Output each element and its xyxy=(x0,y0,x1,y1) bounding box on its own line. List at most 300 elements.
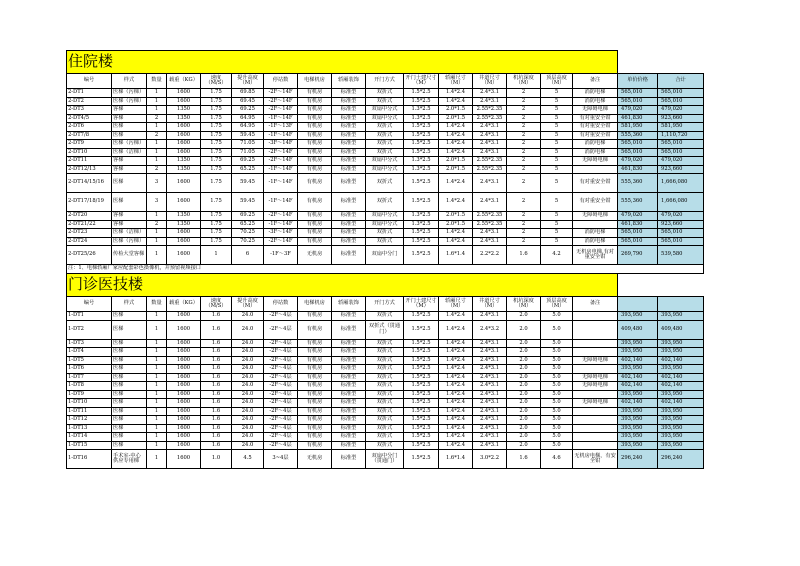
header-cell[interactable]: 电梯机房 xyxy=(298,74,332,89)
header-cell[interactable]: 样式 xyxy=(112,74,147,89)
table-cell[interactable] xyxy=(573,312,618,321)
table-cell[interactable]: 2.0 xyxy=(507,320,541,339)
table-cell[interactable]: 2.0*1.5 xyxy=(439,114,473,123)
table-cell[interactable]: -1F～14F xyxy=(264,114,298,123)
table-cell[interactable]: 1.4*2.4 xyxy=(439,174,473,193)
table-cell[interactable]: 2 xyxy=(507,123,541,132)
table-cell[interactable] xyxy=(573,220,618,229)
table-cell[interactable]: 双折式 xyxy=(366,97,404,106)
table-cell[interactable]: 402,140 xyxy=(658,356,704,365)
table-cell[interactable]: 2.4*3.1 xyxy=(473,424,507,433)
table-cell[interactable]: 1.6 xyxy=(201,390,232,399)
table-cell[interactable]: 24.0 xyxy=(232,441,264,450)
table-cell[interactable]: 1.75 xyxy=(201,140,232,149)
table-cell[interactable]: 有机房 xyxy=(298,424,332,433)
table-cell[interactable]: 2.4*3.1 xyxy=(473,97,507,106)
table-cell[interactable]: 双扇中分式 xyxy=(366,114,404,123)
table-cell[interactable]: 消防电梯 xyxy=(573,97,618,106)
table-cell[interactable]: 1.5*2.5 xyxy=(404,424,439,433)
table-cell[interactable]: -2F～4层 xyxy=(264,356,298,365)
table-cell[interactable]: 2 xyxy=(507,165,541,174)
table-cell[interactable]: 标准型 xyxy=(332,140,366,149)
table-cell[interactable]: 1.4*2.4 xyxy=(439,441,473,450)
table-cell[interactable]: 无机房 xyxy=(298,246,332,265)
table-cell[interactable]: 402,140 xyxy=(658,373,704,382)
table-cell[interactable]: 1600 xyxy=(167,365,201,374)
table-cell[interactable]: 无障碍电梯 xyxy=(573,212,618,221)
table-cell[interactable]: 1.5*2.5 xyxy=(404,416,439,425)
table-cell[interactable]: 70.25 xyxy=(232,237,264,246)
table-cell[interactable] xyxy=(573,365,618,374)
table-cell[interactable]: 565,010 xyxy=(658,89,704,98)
table-cell[interactable]: 1600 xyxy=(167,131,201,140)
table-cell[interactable]: 2 xyxy=(507,148,541,157)
table-cell[interactable]: 1 xyxy=(201,246,232,265)
table-cell[interactable]: 1.5*2.5 xyxy=(404,399,439,408)
table-cell[interactable]: -1F～14F xyxy=(264,165,298,174)
table-cell[interactable]: 393,950 xyxy=(658,407,704,416)
table-cell[interactable]: 581,950 xyxy=(618,123,658,132)
header-cell[interactable]: 单价价格 xyxy=(618,74,658,89)
table-cell[interactable]: 1.5*2.5 xyxy=(404,140,439,149)
table-cell[interactable]: 71.05 xyxy=(232,148,264,157)
header-cell[interactable] xyxy=(618,297,658,312)
header-cell[interactable]: 轿厢尺寸（M） xyxy=(439,297,473,312)
table-cell[interactable]: 1.5*2.5 xyxy=(404,390,439,399)
table-cell[interactable]: 409,480 xyxy=(658,320,704,339)
table-cell[interactable]: 1600 xyxy=(167,424,201,433)
table-cell[interactable]: 1.6 xyxy=(201,339,232,348)
table-cell[interactable]: 双折式 xyxy=(366,339,404,348)
header-cell[interactable]: 数量 xyxy=(147,297,167,312)
table-cell[interactable]: 1-DT11 xyxy=(67,407,112,416)
table-cell[interactable]: 双折式 xyxy=(366,89,404,98)
header-cell[interactable]: 机坑深度（M） xyxy=(507,297,541,312)
table-cell[interactable]: 1-DT13 xyxy=(67,424,112,433)
table-cell[interactable]: 402,140 xyxy=(618,373,658,382)
table-cell[interactable]: 24.0 xyxy=(232,312,264,321)
table-cell[interactable]: 1 xyxy=(147,140,167,149)
table-cell[interactable]: 有机房 xyxy=(298,348,332,357)
table-cell[interactable]: 1.0 xyxy=(201,450,232,469)
table-cell[interactable]: 无障碍电梯 xyxy=(573,157,618,166)
table-cell[interactable]: 1.4*2.4 xyxy=(439,356,473,365)
table-cell[interactable]: 传检大堂客梯 xyxy=(112,246,147,265)
table-cell[interactable]: 393,950 xyxy=(618,433,658,442)
table-cell[interactable]: 有机房 xyxy=(298,237,332,246)
table-cell[interactable]: 2.4*3.1 xyxy=(473,148,507,157)
table-cell[interactable]: 有机房 xyxy=(298,365,332,374)
table-cell[interactable]: 1-DT2 xyxy=(67,320,112,339)
table-cell[interactable]: 565,010 xyxy=(658,237,704,246)
table-cell[interactable]: -3F～14F xyxy=(264,229,298,238)
table-cell[interactable]: 2 xyxy=(507,140,541,149)
table-cell[interactable]: 393,950 xyxy=(618,424,658,433)
table-cell[interactable]: 2-DT21/22 xyxy=(67,220,112,229)
table-cell[interactable]: 1 xyxy=(147,123,167,132)
table-cell[interactable]: 555,360 xyxy=(618,193,658,212)
table-cell[interactable]: 2.4*3.1 xyxy=(473,89,507,98)
table-cell[interactable]: 1350 xyxy=(167,212,201,221)
table-cell[interactable]: 5 xyxy=(541,140,573,149)
table-cell[interactable]: 1.4*2.4 xyxy=(439,89,473,98)
table-cell[interactable]: 1 xyxy=(147,390,167,399)
table-cell[interactable]: 1350 xyxy=(167,106,201,115)
table-cell[interactable]: 5.0 xyxy=(541,312,573,321)
table-cell[interactable]: 393,950 xyxy=(658,416,704,425)
table-cell[interactable]: 2.4*3.1 xyxy=(473,407,507,416)
table-cell[interactable]: 393,950 xyxy=(658,433,704,442)
table-cell[interactable] xyxy=(573,165,618,174)
table-cell[interactable]: 555,360 xyxy=(618,131,658,140)
table-cell[interactable]: 1.3*2.5 xyxy=(404,165,439,174)
table-cell[interactable]: 标准型 xyxy=(332,373,366,382)
table-cell[interactable]: 1 xyxy=(147,348,167,357)
table-cell[interactable]: 双扇中分门 xyxy=(366,246,404,265)
table-cell[interactable]: 393,950 xyxy=(658,390,704,399)
table-cell[interactable]: -1F～13F xyxy=(264,123,298,132)
header-cell[interactable]: 速度（M/S） xyxy=(201,74,232,89)
table-cell[interactable]: 5 xyxy=(541,157,573,166)
table-cell[interactable]: 标准型 xyxy=(332,348,366,357)
table-cell[interactable]: 双折式 xyxy=(366,123,404,132)
table-cell[interactable]: 1.4*2.4 xyxy=(439,131,473,140)
table-cell[interactable] xyxy=(573,416,618,425)
table-cell[interactable]: 1 xyxy=(147,424,167,433)
table-cell[interactable]: -2F～14F xyxy=(264,212,298,221)
table-cell[interactable]: 5 xyxy=(541,97,573,106)
table-cell[interactable]: 5.0 xyxy=(541,424,573,433)
table-cell[interactable]: 393,950 xyxy=(618,312,658,321)
table-cell[interactable]: 2-DT14/15/16 xyxy=(67,174,112,193)
header-cell[interactable]: 顶层高度（M） xyxy=(541,74,573,89)
table-cell[interactable]: 2.55*2.35 xyxy=(473,114,507,123)
table-cell[interactable]: 2.4*3.1 xyxy=(473,382,507,391)
table-cell[interactable]: 医梯 xyxy=(112,312,147,321)
table-cell[interactable]: 1-DT14 xyxy=(67,433,112,442)
table-cell[interactable]: 标准型 xyxy=(332,382,366,391)
table-cell[interactable]: 1,666,080 xyxy=(658,193,704,212)
table-cell[interactable]: 402,140 xyxy=(618,382,658,391)
table-cell[interactable]: 24.0 xyxy=(232,424,264,433)
table-cell[interactable]: 1 xyxy=(147,229,167,238)
table-cell[interactable]: 1.5*2.5 xyxy=(404,407,439,416)
table-cell[interactable]: 2.0*1.5 xyxy=(439,212,473,221)
table-cell[interactable]: 2.0 xyxy=(507,382,541,391)
table-cell[interactable]: 1.4*2.4 xyxy=(439,433,473,442)
table-cell[interactable]: 有机房 xyxy=(298,212,332,221)
table-cell[interactable]: 1 xyxy=(147,157,167,166)
header-cell[interactable]: 载重（KG） xyxy=(167,297,201,312)
table-cell[interactable]: 1.3*2.5 xyxy=(404,114,439,123)
table-cell[interactable]: 5.0 xyxy=(541,399,573,408)
table-cell[interactable]: 标准型 xyxy=(332,450,366,469)
table-cell[interactable]: 1.4*2.4 xyxy=(439,140,473,149)
table-cell[interactable]: 双折式 xyxy=(366,441,404,450)
table-cell[interactable]: -1F～14F xyxy=(264,174,298,193)
table-cell[interactable]: 有机房 xyxy=(298,229,332,238)
table-cell[interactable]: 2 xyxy=(507,237,541,246)
table-cell[interactable]: 24.0 xyxy=(232,382,264,391)
table-cell[interactable]: 标准型 xyxy=(332,433,366,442)
table-cell[interactable]: 双扇中分式 xyxy=(366,157,404,166)
header-cell[interactable]: 合计 xyxy=(658,74,704,89)
table-cell[interactable]: 565,010 xyxy=(618,140,658,149)
table-cell[interactable]: 4.5 xyxy=(232,450,264,469)
table-cell[interactable]: 2.4*3.1 xyxy=(473,399,507,408)
table-cell[interactable]: 2.4*3.1 xyxy=(473,123,507,132)
table-cell[interactable]: 无障碍电梯 xyxy=(573,399,618,408)
table-cell[interactable]: 1.6*1.4 xyxy=(439,450,473,469)
table-cell[interactable]: 1 xyxy=(147,450,167,469)
table-cell[interactable]: 消防电梯 xyxy=(573,140,618,149)
table-cell[interactable]: 2 xyxy=(507,193,541,212)
table-cell[interactable]: 5.0 xyxy=(541,407,573,416)
header-cell[interactable]: 机坑深度（M） xyxy=(507,74,541,89)
table-cell[interactable]: 1.4*2.4 xyxy=(439,97,473,106)
table-cell[interactable]: 标准型 xyxy=(332,246,366,265)
table-cell[interactable]: 双扇中分式 xyxy=(366,212,404,221)
table-cell[interactable]: 2-DT25/26 xyxy=(67,246,112,265)
table-cell[interactable]: 1.4*2.4 xyxy=(439,229,473,238)
table-cell[interactable]: 69.45 xyxy=(232,97,264,106)
table-cell[interactable]: 269,790 xyxy=(618,246,658,265)
table-cell[interactable]: 2.0 xyxy=(507,373,541,382)
table-cell[interactable]: 1.75 xyxy=(201,237,232,246)
table-cell[interactable]: 24.0 xyxy=(232,416,264,425)
table-cell[interactable]: 2.4*3.1 xyxy=(473,339,507,348)
table-cell[interactable]: 393,950 xyxy=(658,424,704,433)
table-cell[interactable]: 2 xyxy=(507,174,541,193)
table-cell[interactable]: 402,140 xyxy=(658,382,704,391)
table-cell[interactable]: 24.0 xyxy=(232,433,264,442)
table-cell[interactable]: 402,140 xyxy=(658,399,704,408)
table-cell[interactable]: 标准型 xyxy=(332,365,366,374)
table-cell[interactable]: 标准型 xyxy=(332,237,366,246)
table-cell[interactable]: 标准型 xyxy=(332,424,366,433)
header-cell[interactable]: 轿厢装饰 xyxy=(332,297,366,312)
table-cell[interactable]: 1 xyxy=(147,212,167,221)
table-cell[interactable]: 1 xyxy=(147,373,167,382)
table-cell[interactable]: 24.0 xyxy=(232,365,264,374)
table-cell[interactable]: 有机房 xyxy=(298,97,332,106)
table-cell[interactable]: 1.4*2.4 xyxy=(439,373,473,382)
table-cell[interactable]: 2.4*3.1 xyxy=(473,433,507,442)
table-cell[interactable]: 5 xyxy=(541,165,573,174)
table-cell[interactable]: 5.0 xyxy=(541,382,573,391)
table-cell[interactable]: 1 xyxy=(147,237,167,246)
table-cell[interactable]: 24.0 xyxy=(232,356,264,365)
table-cell[interactable]: 2-DT7/8 xyxy=(67,131,112,140)
table-cell[interactable]: 1.4*2.4 xyxy=(439,123,473,132)
table-cell[interactable]: 医梯 xyxy=(112,441,147,450)
table-cell[interactable]: 69.25 xyxy=(232,157,264,166)
table-cell[interactable]: 医梯（污梯） xyxy=(112,237,147,246)
table-cell[interactable]: 1.4*2.4 xyxy=(439,348,473,357)
table-cell[interactable] xyxy=(573,441,618,450)
table-cell[interactable]: 医梯 xyxy=(112,390,147,399)
table-cell[interactable]: 1.6 xyxy=(201,424,232,433)
table-cell[interactable]: 有机房 xyxy=(298,339,332,348)
table-cell[interactable]: 双折式（贯通门） xyxy=(366,320,404,339)
table-cell[interactable]: 296,240 xyxy=(658,450,704,469)
table-cell[interactable]: 5.0 xyxy=(541,320,573,339)
table-cell[interactable]: -2F～14F xyxy=(264,157,298,166)
table-cell[interactable]: 5 xyxy=(541,237,573,246)
table-cell[interactable]: -2F～4层 xyxy=(264,399,298,408)
table-cell[interactable]: 客梯 xyxy=(112,220,147,229)
table-cell[interactable]: 1-DT3 xyxy=(67,339,112,348)
table-cell[interactable]: 无障碍电梯 xyxy=(573,106,618,115)
table-cell[interactable]: 5.0 xyxy=(541,390,573,399)
table-cell[interactable]: 5 xyxy=(541,114,573,123)
table-cell[interactable] xyxy=(573,424,618,433)
table-cell[interactable]: 1600 xyxy=(167,373,201,382)
table-cell[interactable]: 1600 xyxy=(167,416,201,425)
table-cell[interactable]: 1.4*2.4 xyxy=(439,320,473,339)
table-cell[interactable]: 69.25 xyxy=(232,212,264,221)
table-cell[interactable]: 1600 xyxy=(167,229,201,238)
table-cell[interactable]: 555,360 xyxy=(618,174,658,193)
table-cell[interactable]: 2.4*3.1 xyxy=(473,140,507,149)
table-cell[interactable]: 无机房电梯，有安全钳 xyxy=(573,450,618,469)
table-cell[interactable]: 393,950 xyxy=(658,348,704,357)
table-cell[interactable]: 1.5*2.5 xyxy=(404,382,439,391)
table-cell[interactable]: 1 xyxy=(147,433,167,442)
table-cell[interactable]: 1 xyxy=(147,399,167,408)
header-cell[interactable]: 备注 xyxy=(573,74,618,89)
table-cell[interactable]: 1.5*2.5 xyxy=(404,450,439,469)
table-cell[interactable]: 1600 xyxy=(167,348,201,357)
table-cell[interactable]: 1.6 xyxy=(201,365,232,374)
table-cell[interactable]: 479,020 xyxy=(658,212,704,221)
table-cell[interactable]: 2-DT23 xyxy=(67,229,112,238)
table-cell[interactable]: 5 xyxy=(541,220,573,229)
table-cell[interactable]: 2 xyxy=(507,106,541,115)
table-cell[interactable]: 2.55*2.35 xyxy=(473,106,507,115)
table-cell[interactable]: 1.5*2.5 xyxy=(404,312,439,321)
table-cell[interactable]: 1.75 xyxy=(201,212,232,221)
table-cell[interactable]: -2F～14F xyxy=(264,89,298,98)
table-cell[interactable]: 1.4*2.4 xyxy=(439,382,473,391)
table-cell[interactable]: 双折式 xyxy=(366,365,404,374)
table-cell[interactable]: 24.0 xyxy=(232,390,264,399)
table-cell[interactable]: 1.4*2.4 xyxy=(439,424,473,433)
table-cell[interactable]: 923,660 xyxy=(658,220,704,229)
table-cell[interactable]: 1600 xyxy=(167,97,201,106)
header-cell[interactable]: 提升高度（M） xyxy=(232,74,264,89)
table-cell[interactable]: -2F～4层 xyxy=(264,312,298,321)
table-cell[interactable]: 1.6 xyxy=(201,348,232,357)
table-cell[interactable]: 医梯（污梯） xyxy=(112,97,147,106)
table-cell[interactable]: -2F～14F xyxy=(264,97,298,106)
table-cell[interactable]: 2.4*3.1 xyxy=(473,237,507,246)
table-cell[interactable]: 有机房 xyxy=(298,312,332,321)
table-cell[interactable]: 医梯 xyxy=(112,365,147,374)
table-cell[interactable]: 409,480 xyxy=(618,320,658,339)
table-cell[interactable]: 2.55*2.35 xyxy=(473,157,507,166)
table-cell[interactable]: 2.4*3.1 xyxy=(473,365,507,374)
header-cell[interactable]: 载重（KG） xyxy=(167,74,201,89)
table-cell[interactable]: 标准型 xyxy=(332,441,366,450)
table-cell[interactable]: 565,010 xyxy=(618,237,658,246)
table-cell[interactable]: 有机房 xyxy=(298,174,332,193)
table-cell[interactable]: 有机房 xyxy=(298,220,332,229)
table-cell[interactable]: 标准型 xyxy=(332,97,366,106)
table-cell[interactable]: 4.6 xyxy=(541,450,573,469)
table-cell[interactable]: 标准型 xyxy=(332,399,366,408)
table-cell[interactable]: 1.6 xyxy=(201,407,232,416)
table-cell[interactable]: 医梯 xyxy=(112,424,147,433)
table-cell[interactable]: 2 xyxy=(507,220,541,229)
table-cell[interactable]: 2.0 xyxy=(507,390,541,399)
table-cell[interactable]: 1.6 xyxy=(507,450,541,469)
table-cell[interactable]: 1 xyxy=(147,246,167,265)
section-title[interactable]: 住院楼 xyxy=(67,51,618,74)
table-cell[interactable]: 1.5*2.5 xyxy=(404,237,439,246)
table-cell[interactable]: 1.75 xyxy=(201,97,232,106)
table-cell[interactable]: 24.0 xyxy=(232,320,264,339)
table-cell[interactable]: 565,010 xyxy=(618,229,658,238)
table-cell[interactable]: 1.75 xyxy=(201,193,232,212)
table-cell[interactable]: 双折式 xyxy=(366,312,404,321)
table-cell[interactable]: 1350 xyxy=(167,220,201,229)
table-cell[interactable]: 双扇中分门（贯通门） xyxy=(366,450,404,469)
table-cell[interactable]: 2-DT11 xyxy=(67,157,112,166)
table-cell[interactable]: 1 xyxy=(147,312,167,321)
table-cell[interactable]: 402,140 xyxy=(618,356,658,365)
table-cell[interactable]: 有对重安全钳 xyxy=(573,131,618,140)
table-cell[interactable]: 2 xyxy=(507,89,541,98)
table-cell[interactable]: 5 xyxy=(541,123,573,132)
table-cell[interactable]: 1600 xyxy=(167,246,201,265)
table-cell[interactable]: 1600 xyxy=(167,390,201,399)
table-cell[interactable]: 2-DT17/18/19 xyxy=(67,193,112,212)
table-cell[interactable]: 标准型 xyxy=(332,416,366,425)
table-cell[interactable]: 1-DT12 xyxy=(67,416,112,425)
table-cell[interactable]: 有机房 xyxy=(298,320,332,339)
table-cell[interactable]: 1.75 xyxy=(201,220,232,229)
table-cell[interactable]: 59.45 xyxy=(232,193,264,212)
header-cell[interactable]: 提升高度（M） xyxy=(232,297,264,312)
table-cell[interactable]: 标准型 xyxy=(332,390,366,399)
table-cell[interactable]: 461,830 xyxy=(618,220,658,229)
table-cell[interactable]: 479,020 xyxy=(618,157,658,166)
table-cell[interactable]: 2 xyxy=(147,131,167,140)
header-cell[interactable]: 数量 xyxy=(147,74,167,89)
table-cell[interactable]: 565,010 xyxy=(618,97,658,106)
table-cell[interactable]: 2.0*1.5 xyxy=(439,220,473,229)
table-cell[interactable]: 2-DT1 xyxy=(67,89,112,98)
table-cell[interactable]: 565,010 xyxy=(618,89,658,98)
table-cell[interactable]: 1.4*2.4 xyxy=(439,237,473,246)
table-cell[interactable]: -2F～4层 xyxy=(264,416,298,425)
table-cell[interactable]: 5.0 xyxy=(541,348,573,357)
table-cell[interactable]: 有机房 xyxy=(298,140,332,149)
table-cell[interactable] xyxy=(573,390,618,399)
table-cell[interactable]: 1600 xyxy=(167,312,201,321)
table-cell[interactable]: 医梯 xyxy=(112,131,147,140)
header-cell[interactable]: 样式 xyxy=(112,297,147,312)
table-cell[interactable]: 医梯 xyxy=(112,416,147,425)
table-cell[interactable]: -1F～14F xyxy=(264,193,298,212)
table-cell[interactable]: 标准型 xyxy=(332,339,366,348)
table-cell[interactable]: 标准型 xyxy=(332,356,366,365)
table-cell[interactable]: 5 xyxy=(541,212,573,221)
header-cell[interactable]: 轿厢尺寸（M） xyxy=(439,74,473,89)
table-cell[interactable]: 2.4*3.2 xyxy=(473,320,507,339)
table-cell[interactable]: 1-DT5 xyxy=(67,356,112,365)
